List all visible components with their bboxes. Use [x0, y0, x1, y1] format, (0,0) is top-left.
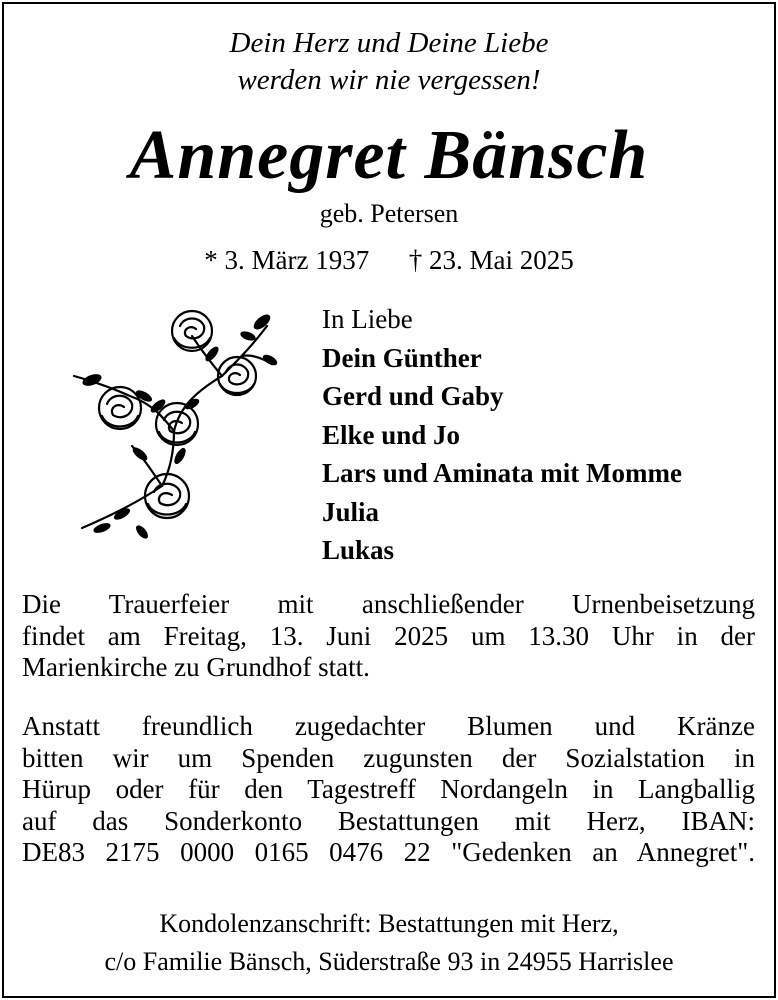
- verse-line-1: Dein Herz und Deine Liebe: [229, 27, 549, 59]
- deceased-name: Annegret Bänsch: [129, 117, 649, 194]
- roses-icon: [62, 296, 287, 566]
- mourner-name: Elke und Jo: [322, 419, 461, 450]
- mourner-name: Lars und Aminata mit Momme: [322, 458, 682, 488]
- donation-line: DE83 2175 0000 0165 0476 22 "Gedenken an Annegret".: [22, 837, 755, 867]
- condolence-line-1: Kondolenzanschrift: Bestattungen mit Herz,: [159, 909, 619, 938]
- death-date: † 23. Mai 2025: [408, 245, 574, 275]
- mourner-name: Julia: [322, 496, 380, 527]
- funeral-line: findet am Freitag, 13. Juni 2025 um 13.30 Uhr in der: [22, 620, 755, 651]
- mourners-intro: In Liebe: [322, 304, 413, 334]
- donation-line: Anstatt freundlich zugedachter Blumen und Kränze: [22, 711, 755, 741]
- mourners-list: [322, 300, 762, 570]
- funeral-paragraph: [22, 589, 755, 684]
- donation-line: Hürup oder für den Tagestreff Nordangeln in Langballig: [22, 774, 755, 804]
- funeral-line: Marienkirche zu Grundhof statt.: [22, 652, 370, 682]
- maiden-name: geb. Petersen: [319, 199, 459, 228]
- donation-line: auf das Sonderkonto Bestattungen mit Herz, IBAN:: [22, 805, 755, 836]
- mourner-name: Dein Günther: [322, 342, 482, 373]
- mourner-name: Gerd und Gaby: [322, 381, 504, 411]
- condolence-line-2: c/o Familie Bänsch, Süderstraße 93 in 24955 Harrislee: [104, 947, 674, 976]
- donation-paragraph: [22, 711, 755, 869]
- birth-date: * 3. März 1937: [204, 245, 370, 275]
- donation-line: bitten wir um Spenden zugunsten der Sozialstation in: [22, 742, 755, 773]
- life-dates: [0, 243, 778, 277]
- funeral-line: Die Trauerfeier mit anschließender Urnenbeisetzung: [22, 589, 755, 619]
- mourner-name: Lukas: [322, 535, 395, 565]
- verse-line-2: werden wir nie vergessen!: [237, 64, 541, 96]
